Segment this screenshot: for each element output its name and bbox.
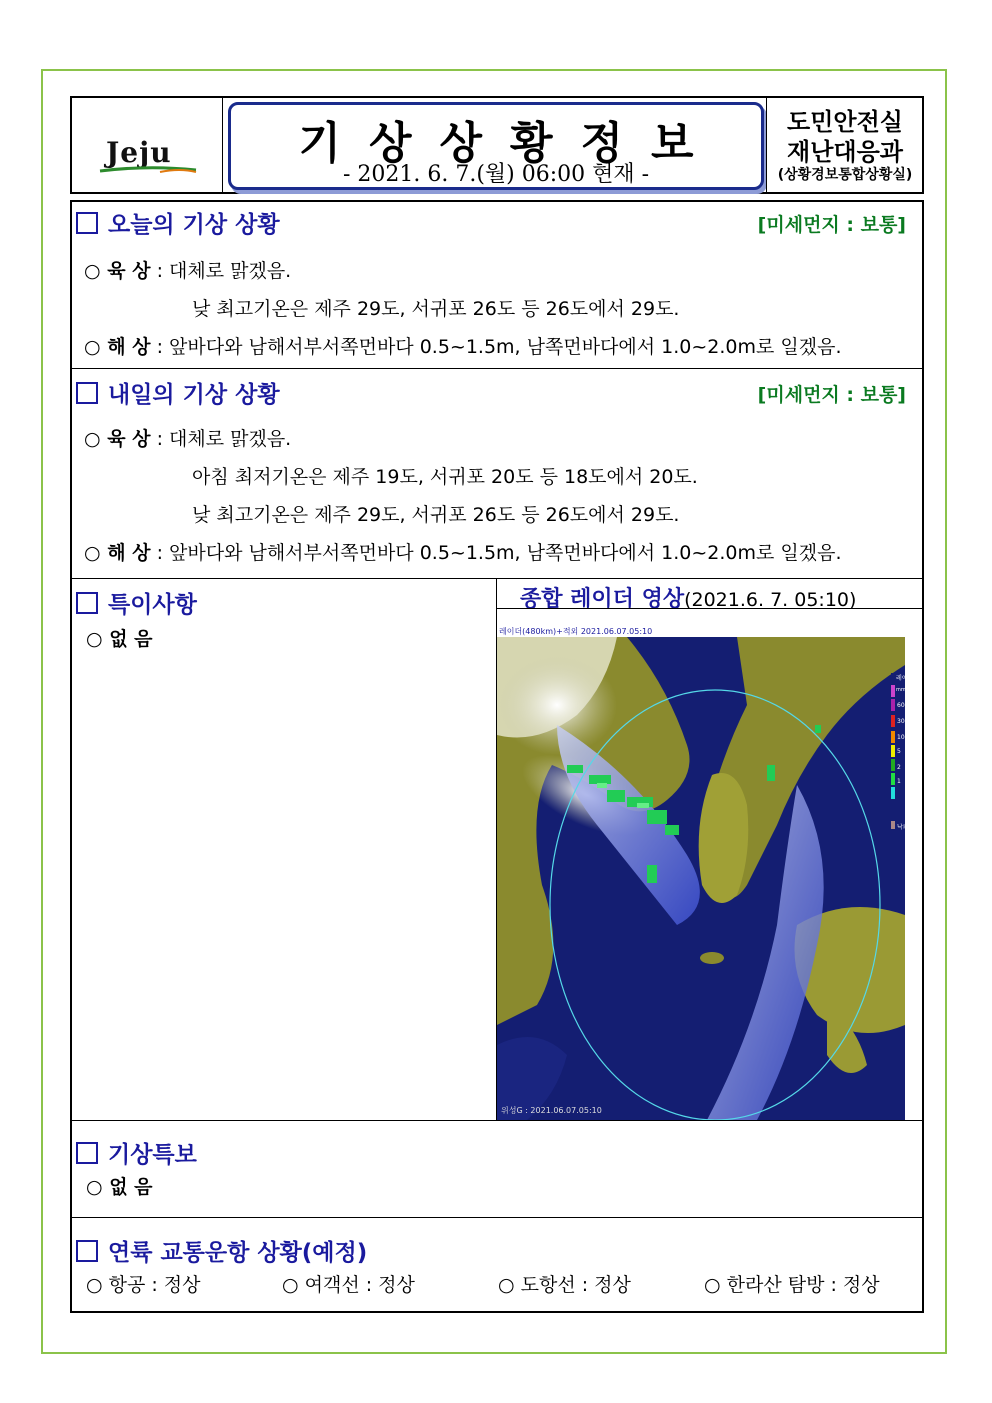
legend-extra: 낙뢰 xyxy=(897,824,909,831)
warning-section-title: 기상특보 xyxy=(76,1136,197,1169)
today-section-title: 오늘의 기상 상황 xyxy=(76,206,280,239)
checkbox-icon xyxy=(76,212,98,234)
checkbox-icon xyxy=(76,1142,98,1164)
today-fine-dust: [미세먼지 : 보통] xyxy=(757,214,906,236)
tomorrow-section-title: 내일의 기상 상황 xyxy=(76,376,280,409)
today-land-temp: 낮 최고기온은 제주 29도, 서귀포 26도 등 26도에서 29도. xyxy=(192,298,680,320)
checkbox-icon xyxy=(76,382,98,404)
legend-value: 60 xyxy=(897,702,905,709)
logo-swoosh-icon xyxy=(100,166,196,174)
legend-value: 5 xyxy=(897,748,901,755)
today-land: ○ 육 상 : 대체로 맑겠음. xyxy=(84,260,292,282)
legend-value: 1 xyxy=(897,778,901,785)
tomorrow-land: ○ 육 상 : 대체로 맑겠음. xyxy=(84,428,292,450)
tomorrow-sea: ○ 해 상 : 앞바다와 남해서부서쪽먼바다 0.5~1.5m, 남쪽먼바다에서 1.0~2.0m로 일겠음. xyxy=(84,542,842,564)
divider xyxy=(496,608,922,609)
dept-line-2: 재난대응과 xyxy=(787,138,903,166)
radar-image xyxy=(497,625,914,1120)
traffic-hallasan: ○ 한라산 탐방 : 정상 xyxy=(704,1274,880,1296)
divider xyxy=(72,1217,922,1218)
radar-image-header: 레이더(480km)+적외 2021.06.07.05:10 xyxy=(499,627,653,636)
page-subtitle: - 2021. 6. 7.(월) 06:00 현재 - xyxy=(342,162,650,187)
traffic-air: ○ 항공 : 정상 xyxy=(86,1274,201,1296)
divider xyxy=(72,578,922,579)
tomorrow-morning-temp: 아침 최저기온은 제주 19도, 서귀포 20도 등 18도에서 20도. xyxy=(192,466,698,488)
page-title: 기상상황정보 xyxy=(298,118,722,169)
legend-value: 10 xyxy=(897,734,905,741)
dept-line-3: (상황경보통합상황실) xyxy=(777,167,913,183)
special-section-title: 특이사항 xyxy=(76,586,197,619)
document-header xyxy=(70,96,924,194)
traffic-island-ship: ○ 도항선 : 정상 xyxy=(498,1274,631,1296)
warning-item: ○ 없 음 xyxy=(86,1176,153,1198)
checkbox-icon xyxy=(76,1240,98,1262)
traffic-section-title: 연륙 교통운항 상황(예정) xyxy=(76,1234,367,1267)
legend-title: 레이더 xyxy=(896,675,914,682)
title-box xyxy=(228,102,764,190)
divider xyxy=(72,1120,922,1121)
divider xyxy=(72,368,922,369)
report-table xyxy=(70,200,924,1313)
radar-image-footer: 위성G : 2021.06.07.05:10 xyxy=(501,1106,602,1115)
jeju-logo xyxy=(72,98,223,192)
legend-value: 30 xyxy=(897,718,905,725)
today-sea: ○ 해 상 : 앞바다와 남해서부서쪽먼바다 0.5~1.5m, 남쪽먼바다에서 1.0~2.0m로 일겠음. xyxy=(84,336,842,358)
logo-text: Jeju xyxy=(106,136,172,169)
legend-value: 2 xyxy=(897,764,901,771)
traffic-ship: ○ 여객선 : 정상 xyxy=(282,1274,415,1296)
legend-unit: mm/h xyxy=(896,687,911,693)
special-item: ○ 없 음 xyxy=(86,628,153,650)
radar-title: 종합 레이더 영상(2021.6. 7. 05:10) xyxy=(520,587,857,612)
dept-line-1: 도민안전실 xyxy=(787,108,903,136)
tomorrow-day-temp: 낮 최고기온은 제주 29도, 서귀포 26도 등 26도에서 29도. xyxy=(192,504,680,526)
tomorrow-fine-dust: [미세먼지 : 보통] xyxy=(757,384,906,406)
checkbox-icon xyxy=(76,592,98,614)
department-box xyxy=(766,98,923,192)
